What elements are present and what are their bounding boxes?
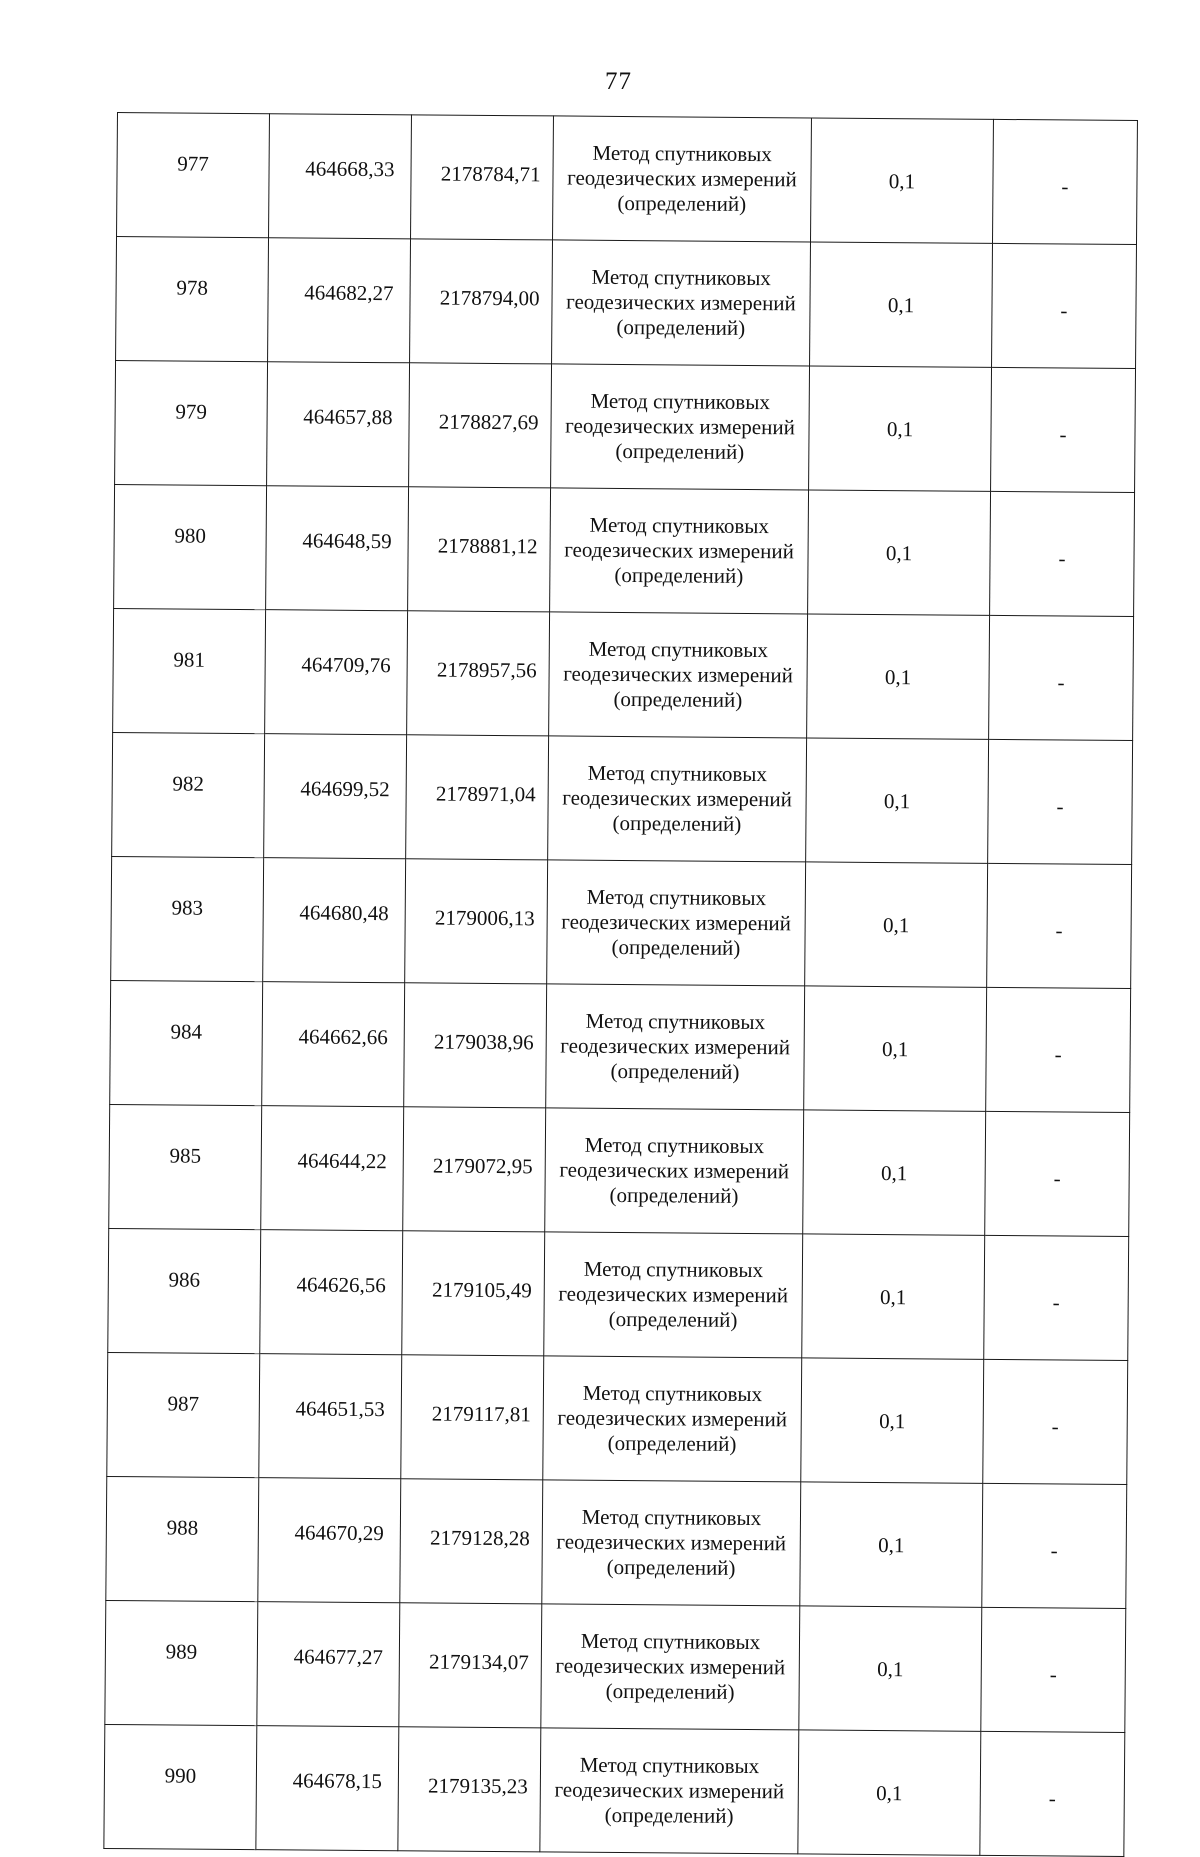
y-coordinate-cell: 2178784,71 bbox=[411, 115, 554, 240]
method-line: (определений) bbox=[610, 1058, 740, 1084]
method-line: (определений) bbox=[605, 1678, 735, 1704]
method-line: геодезических измерений bbox=[566, 289, 796, 316]
method-cell bbox=[547, 860, 806, 986]
method-line: (определений) bbox=[608, 1306, 738, 1332]
accuracy-cell: 0,1 bbox=[803, 1110, 986, 1235]
point-number-cell: 990 bbox=[104, 1724, 257, 1849]
point-number-cell: 981 bbox=[113, 608, 266, 733]
y-coordinate-cell: 2179134,07 bbox=[399, 1603, 542, 1728]
accuracy-cell: 0,1 bbox=[806, 738, 989, 863]
method-line: Метод спутниковых bbox=[587, 760, 768, 787]
table-row bbox=[108, 1228, 1129, 1360]
method-line: Метод спутниковых bbox=[592, 140, 772, 167]
method-cell bbox=[546, 984, 805, 1110]
method-cell bbox=[549, 612, 808, 738]
method-line: (определений) bbox=[615, 438, 745, 464]
table-row bbox=[115, 360, 1136, 492]
method-cell bbox=[551, 364, 810, 490]
y-coordinate-cell: 2179006,13 bbox=[405, 859, 548, 984]
method-cell bbox=[541, 1604, 800, 1730]
method-line: геодезических измерений bbox=[562, 785, 793, 812]
table-row bbox=[106, 1476, 1127, 1608]
method-cell bbox=[550, 488, 809, 614]
method-line: геодезических измерений bbox=[557, 1405, 788, 1432]
extra-cell: - bbox=[980, 1731, 1125, 1856]
x-coordinate-cell: 464678,15 bbox=[256, 1726, 399, 1851]
method-line: геодезических измерений bbox=[556, 1529, 787, 1556]
table-row bbox=[110, 980, 1131, 1112]
method-line: Метод спутниковых bbox=[591, 264, 771, 291]
point-number-cell: 988 bbox=[106, 1476, 259, 1601]
extra-cell: - bbox=[982, 1483, 1127, 1608]
method-line: (определений) bbox=[612, 810, 742, 836]
point-number-cell: 980 bbox=[114, 484, 267, 609]
y-coordinate-cell: 2178794,00 bbox=[410, 239, 553, 364]
method-line: (определений) bbox=[609, 1182, 739, 1208]
extra-cell: - bbox=[984, 1235, 1129, 1360]
method-line: Метод спутниковых bbox=[581, 1504, 762, 1531]
table-row bbox=[112, 732, 1133, 864]
method-line: геодезических измерений bbox=[565, 413, 795, 440]
x-coordinate-cell: 464644,22 bbox=[261, 1106, 404, 1231]
x-coordinate-cell: 464626,56 bbox=[260, 1230, 403, 1355]
method-line: (определений) bbox=[606, 1554, 736, 1580]
point-number-cell: 989 bbox=[105, 1600, 258, 1725]
method-line: Метод спутниковых bbox=[579, 1752, 760, 1779]
y-coordinate-cell: 2179038,96 bbox=[404, 983, 547, 1108]
method-cell bbox=[544, 1232, 803, 1358]
method-line: (определений) bbox=[607, 1430, 737, 1456]
method-cell bbox=[540, 1728, 799, 1854]
method-line: (определений) bbox=[616, 314, 746, 340]
x-coordinate-cell: 464648,59 bbox=[266, 486, 409, 611]
method-line: геодезических измерений bbox=[567, 165, 797, 192]
y-coordinate-cell: 2178827,69 bbox=[409, 363, 552, 488]
extra-cell: - bbox=[992, 119, 1137, 244]
extra-cell: - bbox=[987, 863, 1132, 988]
table-row bbox=[107, 1352, 1128, 1484]
accuracy-cell: 0,1 bbox=[804, 986, 987, 1111]
method-cell bbox=[552, 240, 811, 366]
accuracy-cell: 0,1 bbox=[811, 118, 994, 243]
method-line: геодезических измерений bbox=[555, 1653, 786, 1680]
method-cell bbox=[548, 736, 807, 862]
method-line: Метод спутниковых bbox=[583, 1256, 764, 1283]
point-number-cell: 987 bbox=[107, 1352, 260, 1477]
point-number-cell: 984 bbox=[110, 980, 263, 1105]
method-line: геодезических измерений bbox=[560, 1033, 791, 1060]
extra-cell: - bbox=[990, 491, 1135, 616]
accuracy-cell: 0,1 bbox=[798, 1730, 981, 1855]
method-line: Метод спутниковых bbox=[582, 1380, 763, 1407]
method-line: (определений) bbox=[614, 562, 744, 588]
x-coordinate-cell: 464651,53 bbox=[259, 1354, 402, 1479]
table-row bbox=[117, 113, 1138, 245]
method-line: Метод спутниковых bbox=[586, 884, 767, 911]
x-coordinate-cell: 464677,27 bbox=[257, 1602, 400, 1727]
accuracy-cell: 0,1 bbox=[799, 1606, 982, 1731]
method-line: геодезических измерений bbox=[563, 661, 794, 688]
method-line: (определений) bbox=[613, 686, 743, 712]
method-line: Метод спутниковых bbox=[580, 1628, 761, 1655]
accuracy-cell: 0,1 bbox=[802, 1234, 985, 1359]
point-number-cell: 985 bbox=[109, 1104, 262, 1229]
y-coordinate-cell: 2178957,56 bbox=[407, 611, 550, 736]
extra-cell: - bbox=[983, 1359, 1128, 1484]
method-line: геодезических измерений bbox=[561, 909, 792, 936]
method-cell bbox=[543, 1356, 802, 1482]
coordinates-table-container bbox=[103, 112, 1137, 1857]
extra-cell: - bbox=[992, 243, 1137, 368]
extra-cell: - bbox=[988, 739, 1133, 864]
coordinates-table bbox=[103, 112, 1138, 1857]
table-row bbox=[114, 484, 1135, 616]
accuracy-cell: 0,1 bbox=[807, 614, 990, 739]
method-line: геодезических измерений bbox=[554, 1777, 785, 1804]
x-coordinate-cell: 464682,27 bbox=[268, 238, 411, 363]
extra-cell: - bbox=[991, 367, 1136, 492]
method-line: Метод спутниковых bbox=[588, 636, 769, 663]
extra-cell: - bbox=[986, 987, 1131, 1112]
point-number-cell: 986 bbox=[108, 1228, 261, 1353]
method-line: Метод спутниковых bbox=[584, 1132, 765, 1159]
y-coordinate-cell: 2179117,81 bbox=[401, 1355, 544, 1480]
y-coordinate-cell: 2179072,95 bbox=[403, 1107, 546, 1232]
y-coordinate-cell: 2178881,12 bbox=[408, 487, 551, 612]
page-number: 77 bbox=[605, 68, 632, 95]
extra-cell: - bbox=[985, 1111, 1130, 1236]
x-coordinate-cell: 464709,76 bbox=[265, 610, 408, 735]
method-cell bbox=[553, 116, 812, 242]
x-coordinate-cell: 464699,52 bbox=[264, 734, 407, 859]
point-number-cell: 977 bbox=[117, 113, 270, 238]
method-line: (определений) bbox=[611, 934, 741, 960]
y-coordinate-cell: 2179128,28 bbox=[400, 1479, 543, 1604]
method-cell bbox=[545, 1108, 804, 1234]
extra-cell: - bbox=[981, 1607, 1126, 1732]
accuracy-cell: 0,1 bbox=[808, 490, 991, 615]
method-line: геодезических измерений bbox=[559, 1157, 790, 1184]
point-number-cell: 982 bbox=[112, 732, 265, 857]
x-coordinate-cell: 464657,88 bbox=[267, 362, 410, 487]
point-number-cell: 978 bbox=[116, 237, 269, 362]
table-row bbox=[116, 237, 1137, 369]
method-line: геодезических измерений bbox=[558, 1281, 789, 1308]
table-row bbox=[113, 608, 1134, 740]
extra-cell: - bbox=[989, 615, 1134, 740]
method-line: Метод спутниковых bbox=[585, 1008, 766, 1035]
method-line: геодезических измерений bbox=[564, 537, 794, 564]
x-coordinate-cell: 464668,33 bbox=[269, 114, 412, 239]
method-line: (определений) bbox=[617, 190, 747, 216]
table-row bbox=[104, 1724, 1125, 1856]
accuracy-cell: 0,1 bbox=[800, 1482, 983, 1607]
x-coordinate-cell: 464670,29 bbox=[258, 1478, 401, 1603]
table-row bbox=[111, 856, 1132, 988]
accuracy-cell: 0,1 bbox=[801, 1358, 984, 1483]
table-row bbox=[109, 1104, 1130, 1236]
accuracy-cell: 0,1 bbox=[805, 862, 988, 987]
x-coordinate-cell: 464680,48 bbox=[263, 858, 406, 983]
method-line: Метод спутниковых bbox=[589, 512, 770, 539]
point-number-cell: 979 bbox=[115, 360, 268, 485]
method-line: Метод спутниковых bbox=[590, 388, 770, 415]
accuracy-cell: 0,1 bbox=[809, 366, 992, 491]
table-row bbox=[105, 1600, 1126, 1732]
x-coordinate-cell: 464662,66 bbox=[262, 982, 405, 1107]
accuracy-cell: 0,1 bbox=[810, 242, 993, 367]
method-cell bbox=[542, 1480, 801, 1606]
y-coordinate-cell: 2179105,49 bbox=[402, 1231, 545, 1356]
point-number-cell: 983 bbox=[111, 856, 264, 981]
y-coordinate-cell: 2178971,04 bbox=[406, 735, 549, 860]
method-line: (определений) bbox=[604, 1802, 734, 1828]
table-body bbox=[104, 113, 1138, 1857]
y-coordinate-cell: 2179135,23 bbox=[398, 1727, 541, 1852]
